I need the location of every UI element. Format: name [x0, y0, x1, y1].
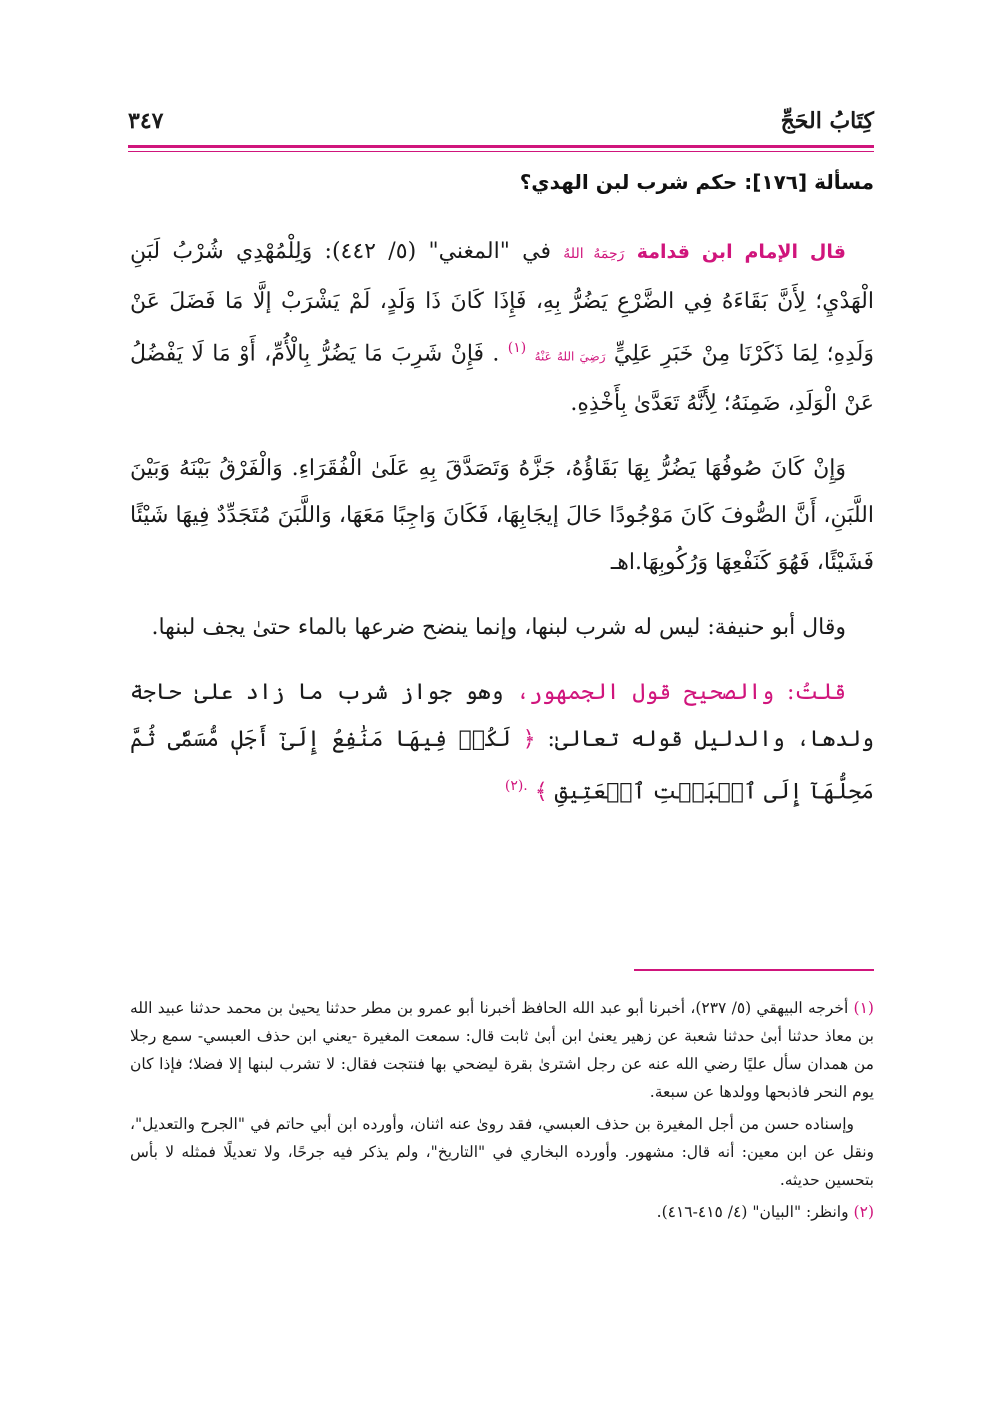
header-rule-thick — [128, 145, 874, 148]
footnote-1-text: أخرجه البيهقي (٥/ ٢٣٧)، أخبرنا أبو عبد الله الحافظ أخبرنا أبو عمرو بن مطر حدثنا يحيىٰ بن محمد حدثنا عبيد الله بن معاذ حدثنا أبىٰ حدثنا شعبة عن زهير يعنىٰ ابن أبىٰ ثابت قال: سمعت المغيرة -يعني ابن حذف العبسي- سمع رجلا من همدان سأل عليًا رضي الله عنه عن رجل اشترىٰ بقرة ليضحي بها فنتجت فقال: لا تشرب لبنها إلا فضلا؛ فإذا كان يوم النحر فاذبحها وولدها عن سبعة. — [130, 999, 874, 1101]
quoted-text: وَلِلْمُهْدِي شُرْبُ لَبَنِ الْهَدْيِ؛ لِأَنَّ بَقَاءَهُ فِي الضَّرْعِ يَضُرُّ بِهِ، فَإِذَا كَانَ ذَا وَلَدٍ، لَمْ يَشْرَبْ إلَّا مَا فَضَلَ عَنْ وَلَدِهِ؛ لِمَا ذَكَرْنَا مِنْ خَبَرِ عَلِيٍّ — [130, 239, 874, 367]
author-note-lead: قلتُ: والصحيح قول الجمهور، — [516, 680, 846, 706]
footnotes — [130, 994, 874, 1230]
footnote-separator — [634, 969, 874, 971]
footnote-1-mark: (١) — [853, 999, 874, 1017]
verse-close-bracket: ﴾ — [534, 779, 548, 805]
paragraph-3: وقال أبو حنيفة: ليس له شرب لبنها، وإنما ينضح ضرعها بالماء حتىٰ يجف لبنها. — [151, 615, 846, 641]
footnote-2-text: وانظر: "البيان" (٤/ ٤١٥-٤١٦). — [656, 1203, 849, 1221]
footnote-2 — [130, 1198, 874, 1226]
paragraph-2: وَإِنْ كَانَ صُوفُهَا يَضُرُّ بِهَا بَقَاؤُهُ، جَزَّهُ وَتَصَدَّقَ بِهِ عَلَىٰ الْفُقَرَاءِ. وَالْفَرْقُ بَيْنَهُ وَبَيْنَ اللَّبَنِ، أَنَّ الصُّوفَ كَانَ مَوْجُودًا حَالَ إيجَابِهَا، فَكَانَ وَاجِبًا مَعَهَا، وَاللَّبَنَ مُتَجَدِّدٌ فِيهَا شَيْئًا فَشَيْئًا، فَهُوَ كَنَفْعِهَا وَرُكُوبِهَا.اهـ — [130, 456, 874, 576]
footnote-ref-1[interactable]: (١) — [507, 340, 527, 356]
source-citation: في "المغني" (٥/ ٤٤٢): — [324, 239, 551, 264]
paragraph-4 — [130, 669, 874, 815]
author-note-text: وهو جواز شرب ما زاد علىٰ حاجة ولدها، والدليل قوله تعالىٰ: — [130, 680, 874, 753]
book-title: كِتَابُ الحَجِّ — [780, 108, 874, 134]
verse-open-bracket: ﴿ — [522, 727, 536, 753]
speaker-name: قال الإمام ابن قدامة — [636, 241, 846, 263]
issue-number: مسألة [١٧٦]: — [744, 170, 874, 194]
header-rule-thin — [128, 151, 874, 152]
main-text — [130, 228, 874, 834]
paragraph-1 — [130, 228, 874, 427]
quran-verse: لَكُمۡ فِيهَا مَنَٰفِعُ إِلَىٰٓ أَجَلٖ مُّسَمّٗى ثُمَّ مَحِلُّهَآ إِلَى ٱلۡبَيۡتِ ٱلۡعَتِيقِ — [130, 727, 874, 805]
issue-heading — [128, 170, 874, 194]
footnote-1-continued: وإسناده حسن من أجل المغيرة بن حذف العبسي، فقد روىٰ عنه اثنان، وأورده ابن أبي حاتم في "الجرح والتعديل"، ونقل عن ابن معين: أنه قال: مشهور. وأورده البخاري في "التاريخ"، ولم يذكر فيه جرحًا، ولا تعديلًا فمثله لا بأس بتحسين حديثه. — [130, 1115, 874, 1189]
honorific-2: رَضِيَ اللهُ عَنْهُ — [534, 349, 606, 364]
issue-title: حكم شرب لبن الهدي؟ — [519, 170, 738, 194]
page-number: ٣٤٧ — [128, 108, 164, 134]
footnote-1 — [130, 994, 874, 1106]
page-header — [128, 108, 874, 142]
honorific: رَحِمَهُ اللهُ — [563, 246, 625, 262]
quoted-text-2: . فَإِنْ شَرِبَ مَا يَضُرُّ بِالْأُمِّ، أَوْ مَا لَا يَفْضُلُ عَنْ الْوَلَدِ، ضَمِنَهُ؛ لِأَنَّهُ تَعَدَّىٰ بِأَخْذِهِ. — [130, 341, 874, 417]
footnote-ref-2[interactable]: .(٢) — [504, 778, 528, 795]
footnote-2-mark: (٢) — [853, 1203, 874, 1221]
